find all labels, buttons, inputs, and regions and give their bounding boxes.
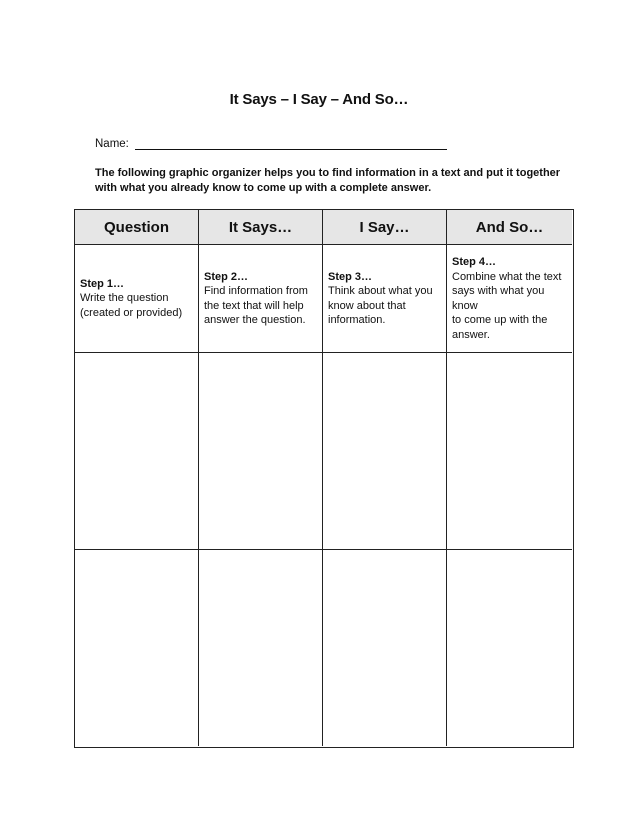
step-4-cell — [447, 245, 572, 353]
step-4-label: Step 4… — [452, 256, 497, 268]
step-3-cell — [323, 245, 447, 353]
name-label: Name: — [95, 138, 129, 150]
answer-cell-and-so-2[interactable] — [447, 550, 572, 746]
header-question: Question — [75, 210, 199, 245]
answer-cell-question-2[interactable] — [75, 550, 199, 746]
step-2-label: Step 2… — [204, 270, 249, 283]
answer-cell-i-say-2[interactable] — [323, 550, 447, 746]
step-2-text: Find information from the text that will help answer the question. — [204, 285, 308, 326]
step-4-text: Combine what the text says with what you know to come up with the answer. — [452, 270, 562, 341]
instructions-text: The following graphic organizer helps you to find information in a text and put it together with what you already know to come up with a complete answer. — [95, 167, 561, 194]
answer-cell-question-1[interactable] — [75, 353, 199, 550]
step-3-text: Think about what you know about that information. — [328, 285, 433, 326]
step-1-label: Step 1… — [80, 277, 125, 290]
header-i-say: I Say… — [323, 210, 447, 245]
header-it-says: It Says… — [199, 210, 323, 245]
page-title: It Says – I Say – And So… — [229, 91, 409, 108]
answer-cell-it-says-1[interactable] — [199, 353, 323, 550]
step-1-text: Write the question (created or provided) — [80, 292, 183, 319]
answer-cell-and-so-1[interactable] — [447, 353, 572, 550]
graphic-organizer-table — [74, 209, 574, 748]
step-2-cell — [199, 245, 323, 353]
name-row — [95, 138, 447, 150]
name-field-line[interactable] — [135, 138, 447, 150]
step-1-cell — [75, 245, 199, 353]
answer-cell-i-say-1[interactable] — [323, 353, 447, 550]
answer-cell-it-says-2[interactable] — [199, 550, 323, 746]
step-3-label: Step 3… — [328, 270, 373, 283]
header-and-so: And So… — [447, 210, 572, 245]
